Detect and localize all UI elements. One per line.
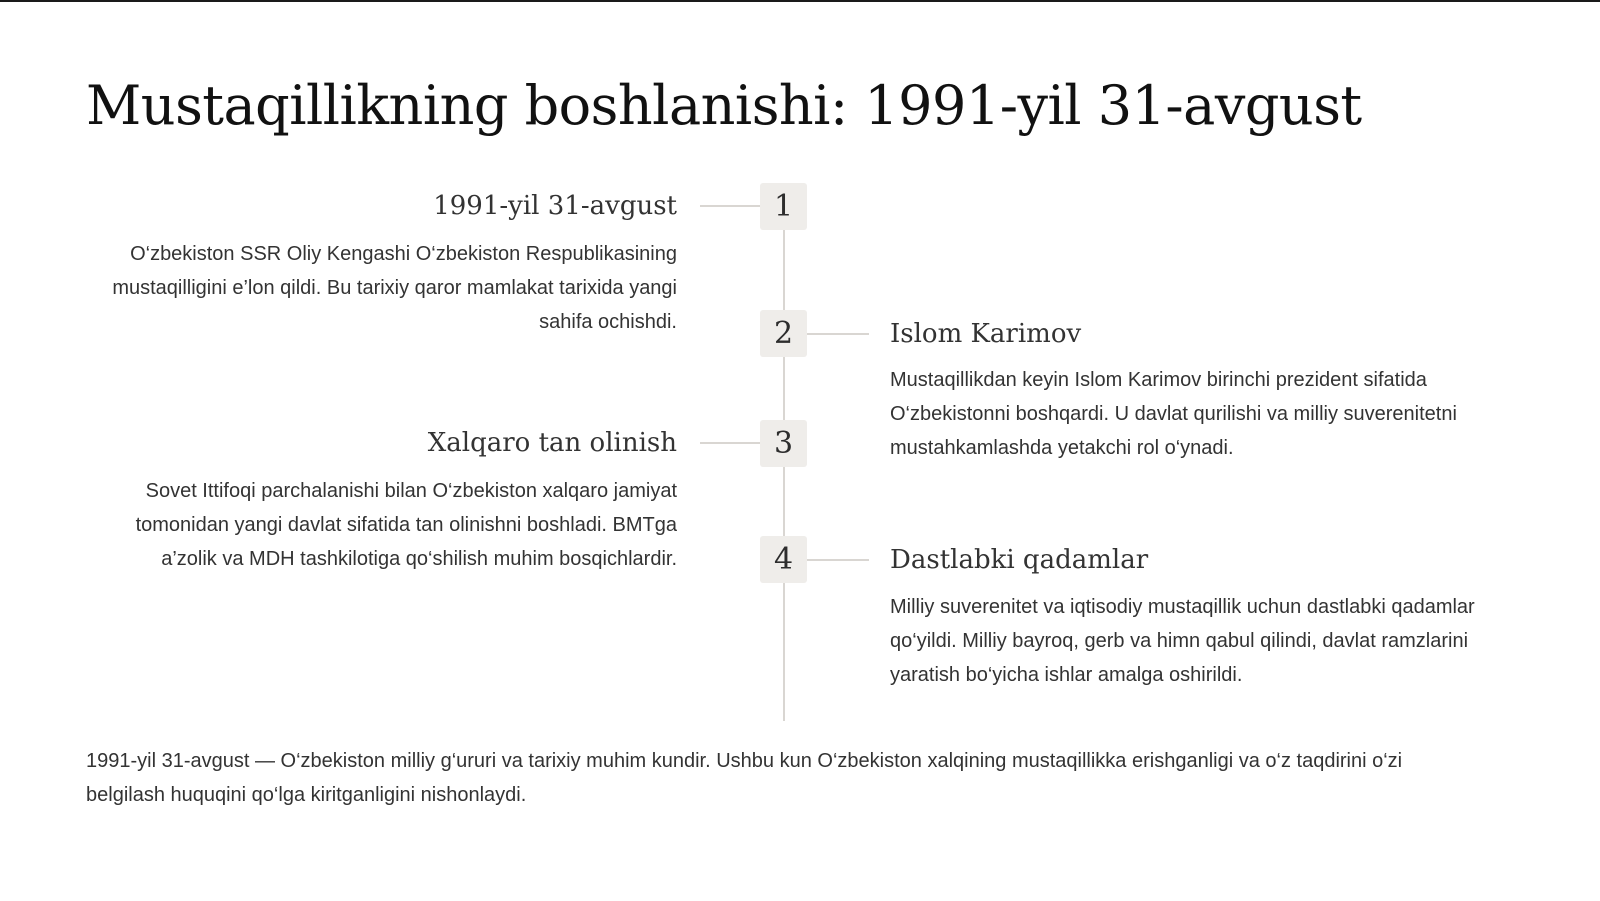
timeline-marker-1: 1 xyxy=(760,183,807,230)
page-title: Mustaqillikning boshlanishi: 1991-yil 31-avgust xyxy=(86,74,1362,137)
connector-4 xyxy=(807,559,869,561)
event-description-3: Sovet Ittifoqi parchalanishi bilan O‘zbekiston xalqaro jamiyat tomonidan yangi davlat sifatida tan olinishni boshladi. BMTga a’zolik va MDH tashkilotiga qo‘shilish muhim bosqichlardir. xyxy=(135,480,677,570)
connector-2 xyxy=(807,333,869,335)
event-title-1: 1991-yil 31-avgust xyxy=(433,191,677,221)
timeline-marker-4: 4 xyxy=(760,536,807,583)
timeline-marker-3: 3 xyxy=(760,420,807,467)
connector-3 xyxy=(700,442,760,444)
event-description-4: Milliy suverenitet va iqtisodiy mustaqillik uchun dastlabki qadamlar qo‘yildi. Milliy bayroq, gerb va himn qabul qilindi, davlat ramzlarini yaratish bo‘yicha ishlar amalga oshirildi. xyxy=(890,596,1475,686)
top-border xyxy=(0,0,1600,2)
event-title-3: Xalqaro tan olinish xyxy=(427,428,677,458)
footer-summary: 1991-yil 31-avgust — O‘zbekiston milliy g‘ururi va tarixiy muhim kundir. Ushbu kun O‘zbekiston xalqining mustaqillikka erishganligi va o‘z taqdirini o‘zi belgilash huquqini qo‘lga kiritganligini nishonlaydi. xyxy=(86,750,1403,806)
event-description-1: O‘zbekiston SSR Oliy Kengashi O‘zbekiston Respublikasining mustaqilligini e’lon qildi. Bu tarixiy qaror mamlakat tarixida yangi sahifa ochishdi. xyxy=(112,243,677,333)
connector-1 xyxy=(700,205,760,207)
timeline-marker-2: 2 xyxy=(760,310,807,357)
event-title-2: Islom Karimov xyxy=(890,319,1082,349)
event-description-2: Mustaqillikdan keyin Islom Karimov birinchi prezident sifatida O‘zbekistonni boshqardi. U davlat qurilishi va milliy suverenitetni mustahkamlashda yetakchi rol o‘ynadi. xyxy=(890,369,1457,459)
event-title-4: Dastlabki qadamlar xyxy=(890,545,1149,575)
